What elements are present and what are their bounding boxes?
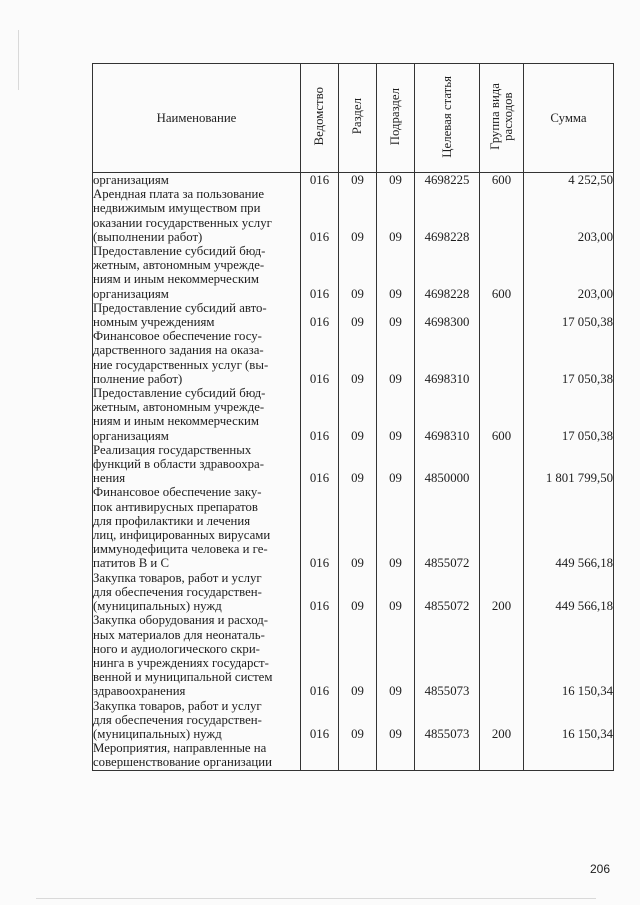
table-row (93, 443, 614, 486)
header-department: Ведомство (301, 64, 339, 173)
cell-department: 016 (301, 571, 339, 614)
name-line: Финансовое обеспечение заку- (93, 485, 262, 500)
cell-department: 016 (301, 485, 339, 570)
header-subsection: Подраздел (377, 64, 415, 173)
cell-target-article: 4698310 (415, 386, 480, 443)
cell-amount: 203,00 (524, 187, 614, 244)
name-line: лиц, инфицированных вирусами (93, 528, 271, 543)
cell-name (93, 386, 301, 443)
cell-expense-group (480, 485, 524, 570)
cell-target-article: 4855073 (415, 699, 480, 742)
cell-subsection: 09 (377, 244, 415, 301)
table-row (93, 485, 614, 570)
cell-subsection: 09 (377, 173, 415, 188)
cell-section: 09 (339, 386, 377, 443)
name-line: Предоставление субсидий бюд- (93, 386, 266, 401)
name-line: (муниципальных) нужд (93, 726, 222, 741)
name-line: совершенствование организации (93, 755, 272, 770)
name-line: для профилактики и лечения (93, 513, 251, 528)
cell-name (93, 443, 301, 486)
cell-subsection: 09 (377, 571, 415, 614)
name-line: нинга в учреждениях государст- (93, 655, 269, 670)
cell-expense-group: 600 (480, 173, 524, 188)
cell-subsection: 09 (377, 613, 415, 698)
cell-amount: 1 801 799,50 (524, 443, 614, 486)
name-line: (выполнении работ) (93, 229, 203, 244)
cell-department: 016 (301, 187, 339, 244)
cell-amount: 449 566,18 (524, 571, 614, 614)
cell-target-article: 4855072 (415, 571, 480, 614)
cell-section: 09 (339, 244, 377, 301)
name-line: (муниципальных) нужд (93, 599, 222, 614)
cell-name (93, 173, 301, 188)
cell-expense-group (480, 741, 524, 770)
name-line: ние государственных услуг (вы- (93, 357, 269, 372)
page-number: 206 (590, 862, 611, 876)
table-row (93, 613, 614, 698)
name-line: оказании государственных услуг (93, 215, 272, 230)
name-line: ниям и иным некоммерческим (93, 272, 260, 287)
cell-name (93, 613, 301, 698)
cell-name (93, 187, 301, 244)
name-line: недвижимым имуществом при (93, 201, 261, 216)
cell-name (93, 741, 301, 770)
cell-subsection: 09 (377, 187, 415, 244)
cell-section: 09 (339, 173, 377, 188)
cell-subsection: 09 (377, 386, 415, 443)
cell-section: 09 (339, 187, 377, 244)
header-section: Раздел (339, 64, 377, 173)
name-line: Закупка товаров, работ и услуг (93, 698, 262, 713)
name-line: пок антивирусных препаратов (93, 499, 258, 514)
cell-section: 09 (339, 443, 377, 486)
name-line: патитов В и С (93, 556, 170, 571)
name-line: организациям (93, 286, 169, 301)
table-row (93, 741, 614, 770)
cell-name (93, 244, 301, 301)
name-line: Арендная плата за пользование (93, 187, 265, 202)
cell-expense-group (480, 187, 524, 244)
cell-name (93, 485, 301, 570)
name-line: иммунодефицита человека и ге- (93, 542, 268, 557)
cell-target-article (415, 741, 480, 770)
cell-subsection: 09 (377, 699, 415, 742)
name-line: дарственного задания на оказа- (93, 343, 264, 358)
cell-target-article: 4698310 (415, 329, 480, 386)
cell-target-article: 4855072 (415, 485, 480, 570)
name-line: Предоставление субсидий авто- (93, 300, 267, 315)
cell-subsection: 09 (377, 443, 415, 486)
cell-amount: 17 050,38 (524, 329, 614, 386)
scan-left-mark (18, 30, 19, 90)
cell-amount: 16 150,34 (524, 613, 614, 698)
cell-name (93, 571, 301, 614)
table-row (93, 329, 614, 386)
name-line: для обеспечения государствен- (93, 584, 262, 599)
cell-department: 016 (301, 613, 339, 698)
name-line: ниям и иным некоммерческим (93, 414, 260, 429)
cell-amount: 4 252,50 (524, 173, 614, 188)
name-line: организациям (93, 428, 169, 443)
table-body (93, 173, 614, 771)
name-line: ного и аудиологического скри- (93, 641, 260, 656)
cell-department: 016 (301, 301, 339, 329)
cell-subsection: 09 (377, 301, 415, 329)
name-line: венной и муниципальной систем (93, 670, 273, 685)
name-line: нения (93, 471, 126, 486)
cell-amount: 17 050,38 (524, 386, 614, 443)
cell-section (339, 741, 377, 770)
cell-department (301, 741, 339, 770)
cell-section: 09 (339, 301, 377, 329)
table-row (93, 244, 614, 301)
cell-name (93, 301, 301, 329)
cell-department: 016 (301, 173, 339, 188)
table-row (93, 571, 614, 614)
header-name: Наименование (93, 64, 301, 173)
name-line: Реализация государственных (93, 442, 252, 457)
name-line: номным учреждениям (93, 315, 215, 330)
name-line: Мероприятия, направленные на (93, 741, 267, 756)
name-line: полнение работ) (93, 371, 183, 386)
cell-section: 09 (339, 329, 377, 386)
cell-amount: 16 150,34 (524, 699, 614, 742)
cell-section: 09 (339, 699, 377, 742)
cell-amount (524, 741, 614, 770)
cell-target-article: 4698225 (415, 173, 480, 188)
table-header-row (93, 64, 614, 173)
budget-table (92, 63, 614, 771)
header-target-article: Целевая статья (415, 64, 480, 173)
cell-subsection: 09 (377, 485, 415, 570)
name-line: функций в области здравоохра- (93, 457, 264, 472)
cell-expense-group: 200 (480, 699, 524, 742)
cell-subsection: 09 (377, 329, 415, 386)
cell-section: 09 (339, 485, 377, 570)
name-line: Финансовое обеспечение госу- (93, 329, 262, 344)
table-row (93, 173, 614, 188)
name-line: Закупка оборудования и расход- (93, 613, 269, 628)
cell-section: 09 (339, 613, 377, 698)
name-line: жетным, автономным учрежде- (93, 258, 265, 273)
name-line: для обеспечения государствен- (93, 712, 262, 727)
cell-expense-group (480, 301, 524, 329)
name-line: здравоохранения (93, 684, 186, 699)
cell-name (93, 329, 301, 386)
name-line: Закупка товаров, работ и услуг (93, 570, 262, 585)
cell-expense-group (480, 443, 524, 486)
cell-target-article: 4698228 (415, 244, 480, 301)
cell-expense-group: 600 (480, 386, 524, 443)
cell-department: 016 (301, 443, 339, 486)
header-expense-group: Группа вида расходов (480, 64, 524, 173)
cell-name (93, 699, 301, 742)
cell-subsection (377, 741, 415, 770)
cell-amount: 17 050,38 (524, 301, 614, 329)
name-line: организациям (93, 173, 169, 187)
cell-department: 016 (301, 329, 339, 386)
cell-section: 09 (339, 571, 377, 614)
cell-department: 016 (301, 699, 339, 742)
cell-expense-group (480, 613, 524, 698)
cell-target-article: 4855073 (415, 613, 480, 698)
scan-bottom-edge (36, 898, 596, 899)
cell-amount: 449 566,18 (524, 485, 614, 570)
cell-expense-group: 600 (480, 244, 524, 301)
cell-target-article: 4850000 (415, 443, 480, 486)
cell-expense-group (480, 329, 524, 386)
cell-target-article: 4698228 (415, 187, 480, 244)
table-row (93, 386, 614, 443)
cell-target-article: 4698300 (415, 301, 480, 329)
name-line: жетным, автономным учрежде- (93, 400, 265, 415)
table-row (93, 699, 614, 742)
cell-amount: 203,00 (524, 244, 614, 301)
name-line: Предоставление субсидий бюд- (93, 244, 266, 259)
name-line: ных материалов для неонаталь- (93, 627, 265, 642)
cell-expense-group: 200 (480, 571, 524, 614)
cell-department: 016 (301, 244, 339, 301)
header-amount: Сумма (524, 64, 614, 173)
table-row (93, 187, 614, 244)
table-row (93, 301, 614, 329)
cell-department: 016 (301, 386, 339, 443)
